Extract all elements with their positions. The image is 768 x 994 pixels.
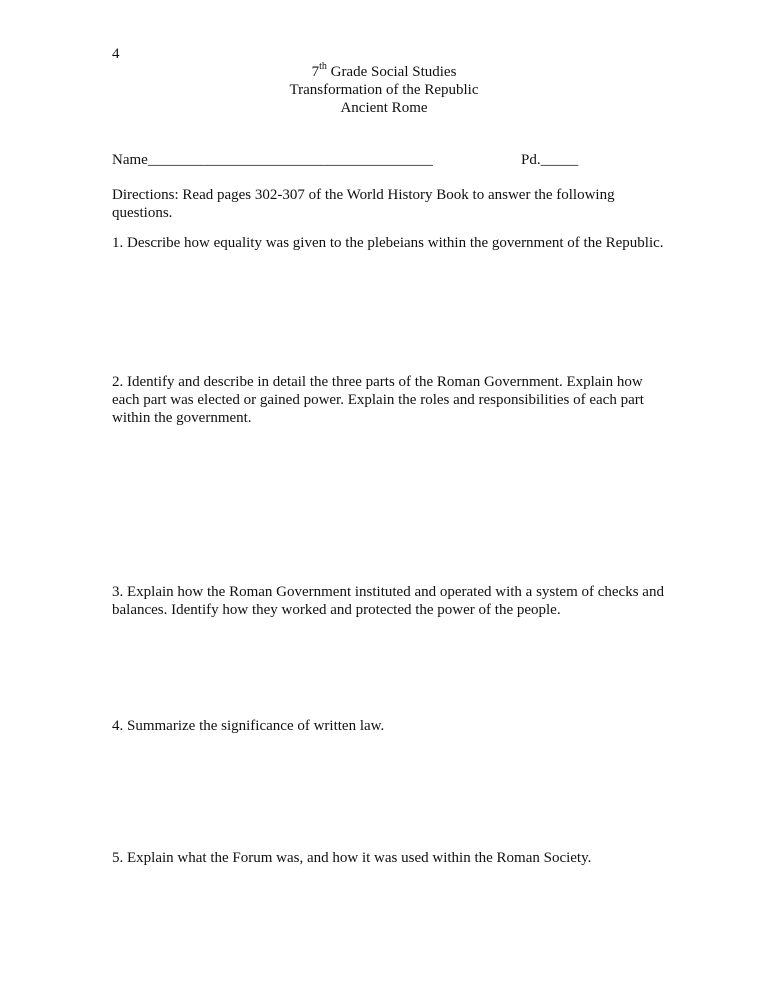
period-field[interactable] [521,151,578,169]
question-1: 1. Describe how equality was given to the plebeians within the government of the Republic. [112,235,664,251]
name-blank[interactable]: ______________________________________ [147,152,433,168]
ordinal-suffix: th [319,61,327,72]
worksheet-topic: Ancient Rome [340,100,428,116]
worksheet-subtitle: Transformation of the Republic [289,82,479,98]
directions-text: Directions: Read pages 302-307 of the World History Book to answer the following questions. [112,187,615,221]
question-4: 4. Summarize the significance of written law. [112,718,385,734]
worksheet-header [0,63,768,117]
question-5: 5. Explain what the Forum was, and how it was used within the Roman Society. [112,850,592,866]
period-label: Pd. [521,152,541,168]
period-blank[interactable]: _____ [540,152,579,168]
name-label: Name [112,152,148,168]
course-title: 7th Grade Social Studies [311,61,457,80]
name-field[interactable] [112,151,433,169]
page-number: 4 [112,46,120,62]
question-2: 2. Identify and describe in detail the three parts of the Roman Government. Explain how each part was elected or gained power. Explain the roles and responsibilities of each part within the government. [112,374,644,426]
question-3: 3. Explain how the Roman Government instituted and operated with a system of checks and balances. Identify how they worked and protected the power of the people. [112,584,664,618]
